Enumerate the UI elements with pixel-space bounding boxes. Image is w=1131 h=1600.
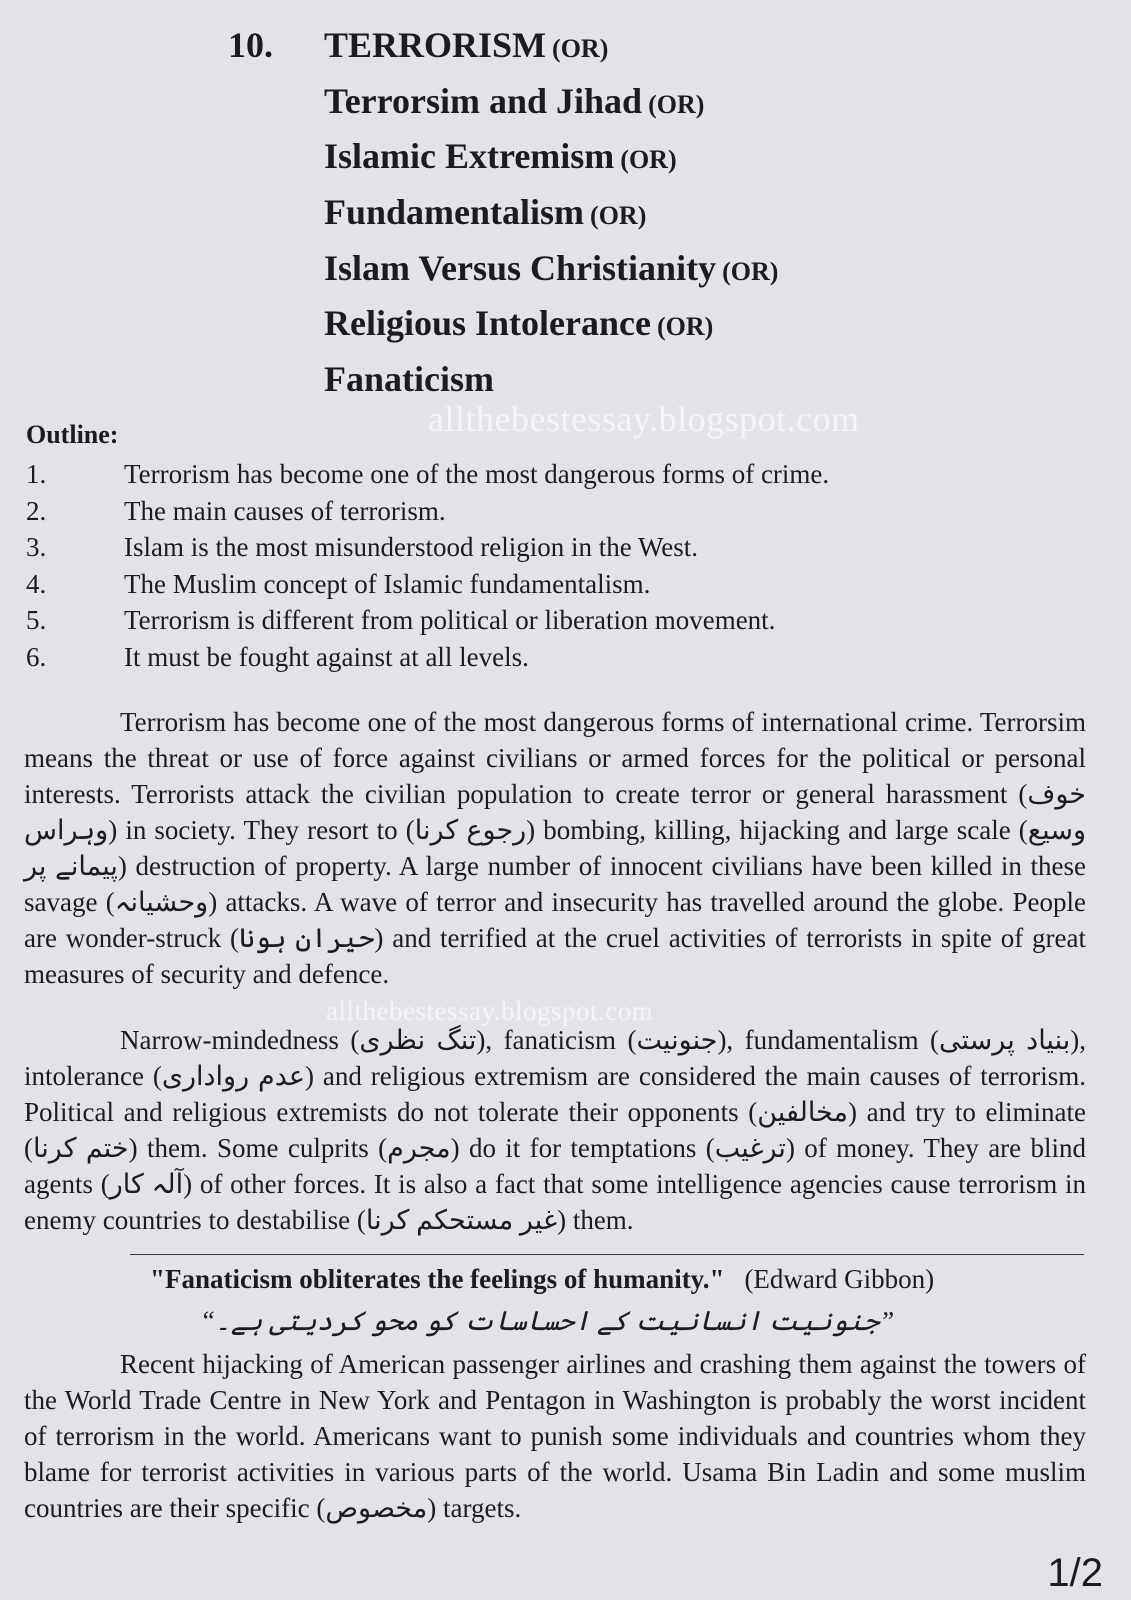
outline-number: 5.	[26, 605, 47, 636]
quote-author: (Edward Gibbon)	[744, 1264, 935, 1294]
title-line	[324, 296, 778, 352]
or-label: (OR)	[648, 89, 705, 119]
outline-text: It must be fought against at all levels.	[124, 641, 529, 672]
outline-number: 4.	[26, 568, 47, 599]
or-label: (OR)	[590, 201, 647, 231]
outline-item	[26, 456, 1086, 493]
body-paragraph: Recent hijacking of American passenger airlines and crashing them against the towers of the World Trade Centre in New York and Pentagon in Washington is probably the worst incident of terrorism in the world. Americans want to punish some individuals and countries whom they blame for terrorist activities in various parts of the world. Usama Bin Ladin and some muslim countries are their specific (مخصوص) targets.	[24, 1349, 1086, 1523]
title-text: Fanaticism	[324, 359, 494, 400]
outline-item	[26, 602, 1086, 639]
outline-number: 3.	[26, 532, 47, 563]
title-text: Terrorsim and Jihad	[324, 80, 643, 121]
outline-text: The main causes of terrorism.	[124, 495, 446, 526]
outline-heading: Outline:	[26, 420, 119, 449]
outline-number: 6.	[26, 641, 47, 672]
page-number: 1/2	[1047, 1551, 1103, 1595]
or-label: (OR)	[620, 145, 677, 175]
title-text: TERRORISM	[324, 25, 547, 65]
outline-number: 1.	[26, 459, 47, 489]
title-line	[324, 74, 778, 130]
watermark: allthebestessay.blogspot.com	[428, 399, 860, 439]
outline-text: Islam is the most misunderstood religion in the West.	[124, 532, 699, 563]
title-text: Religious Intolerance	[324, 303, 651, 344]
title-text: Islam Versus Christianity	[324, 247, 717, 288]
or-label: (OR)	[722, 256, 779, 286]
title-line	[324, 241, 778, 297]
title-line	[324, 18, 778, 74]
outline-text: Terrorism is different from political or liberation movement.	[124, 605, 776, 636]
outline-item	[26, 566, 1086, 603]
urdu-quote: ”جنونیت انسانیت کے احساسات کو محو کردیتی ہے۔“	[200, 1306, 895, 1336]
watermark: allthebestessay.blogspot.com	[326, 996, 654, 1026]
or-label: (OR)	[656, 312, 714, 342]
essay-number: 10.	[228, 25, 273, 65]
outline-item	[26, 529, 1086, 566]
outline-list	[26, 456, 1086, 676]
body-paragraph: Terrorism has become one of the most dangerous forms of international crime. Terrorsim means the threat or use of force against civilians or armed forces for the political or personal interests. Terrorists attack the civilian population to create terror or general harassment (خوف وہراس) in society. They resort to (رجوع کرنا) bombing, killing, hijacking and large scale (وسیع پیمانے پر) destruction of property. A large number of innocent civilians have been killed in these savage (وحشیانہ) attacks. A wave of terror and insecurity has travelled around the globe. People are wonder-struck (حیران ہونا) and terrified at the cruel activities of terrorists in spite of great measures of security and defence.	[24, 707, 1087, 989]
quote	[150, 1264, 934, 1295]
title-line	[324, 129, 778, 185]
title-text: Fundamentalism	[324, 192, 585, 233]
divider	[130, 1254, 1084, 1255]
body-paragraph: Narrow-mindedness (تنگ نظری), fanaticism (جنونیت), fundamentalism (بنیاد پرستی), intolerance (عدم رواداری) and religious extremism are considered the main causes of terrorism. Political and religious extremists do not tolerate their opponents (مخالفین) and try to eliminate (ختم کرنا) them. Some culprits (مجرم) do it for temptations (ترغیب) of money. They are blind agents (آلہ کار) of other forces. It is also a fact that some intelligence agencies cause terrorism in enemy countries to destabilise (غیر مستحکم کرنا) them.	[24, 1025, 1087, 1235]
title-text: Islamic Extremism	[324, 136, 615, 177]
or-label: (OR)	[552, 34, 609, 63]
quote-text: "Fanaticism obliterates the feelings of humanity."	[150, 1264, 725, 1294]
title-line	[324, 185, 778, 241]
outline-item	[26, 639, 1086, 676]
outline-text: The Muslim concept of Islamic fundamentalism.	[124, 568, 651, 599]
outline-text: Terrorism has become one of the most dangerous forms of crime.	[124, 459, 830, 489]
outline-item	[26, 493, 1086, 530]
outline-number: 2.	[26, 495, 47, 526]
title-lines	[324, 18, 778, 408]
